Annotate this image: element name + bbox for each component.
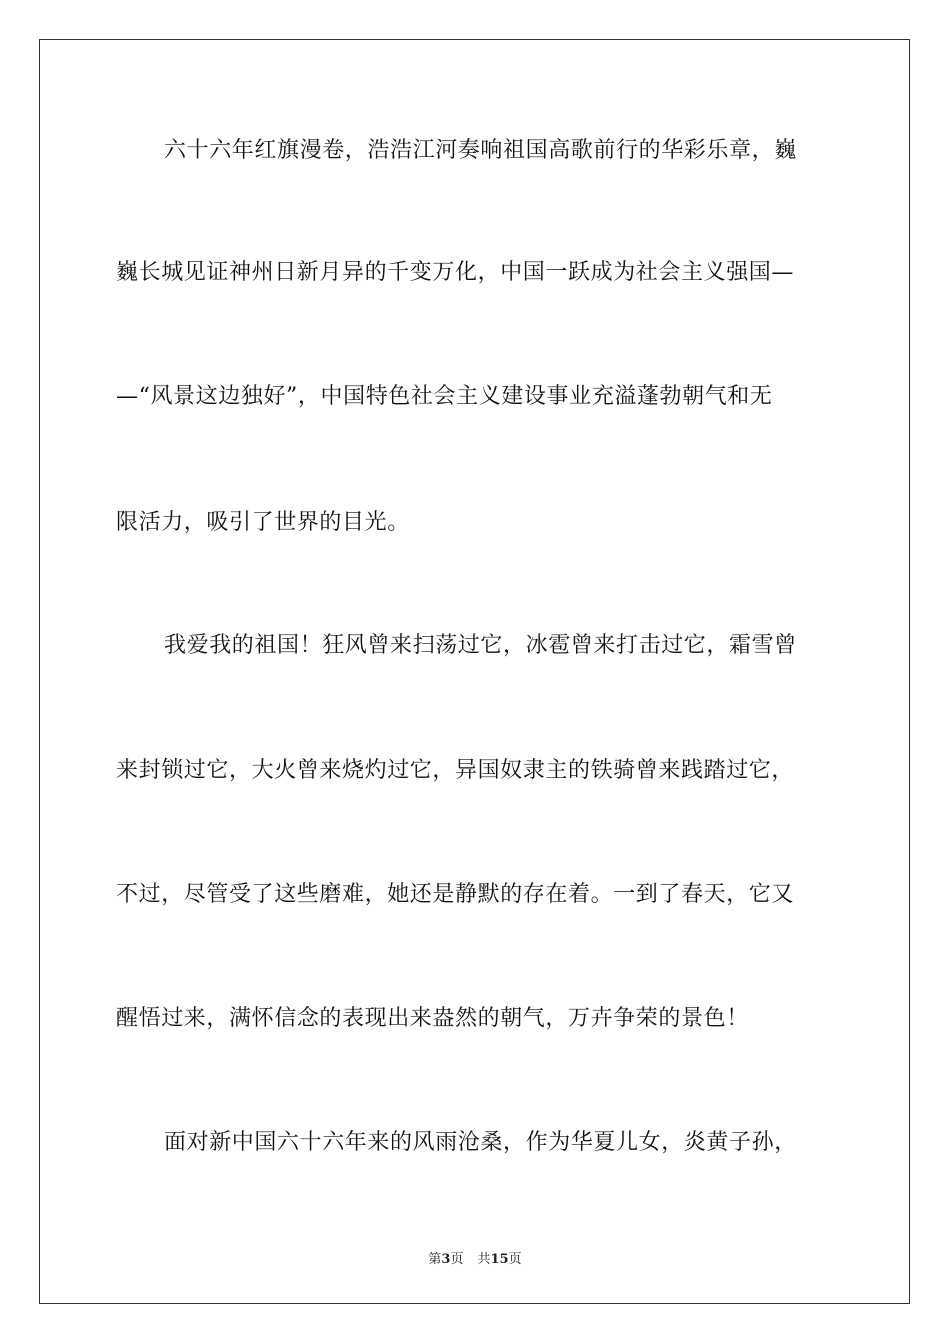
paragraph-1-line-4: 限活力，吸引了世界的目光。 xyxy=(116,510,410,535)
paragraph-2-line-3: 不过，尽管受了这些磨难，她还是静默的存在着。一到了春天，它又 xyxy=(116,882,795,907)
page-border xyxy=(39,39,910,1304)
paragraph-1-line-2: 巍长城见证神州日新月异的千变万化，中国一跃成为社会主义强国— xyxy=(116,260,795,285)
paragraph-1-line-1: 六十六年红旗漫卷，浩浩江河奏响祖国高歌前行的华彩乐章，巍 xyxy=(164,138,797,163)
page-footer xyxy=(0,1248,950,1267)
page-suffix: 页 xyxy=(450,1252,464,1267)
total-prefix: 共 xyxy=(477,1252,491,1267)
total-suffix: 页 xyxy=(508,1252,522,1267)
paragraph-2-line-2: 来封锁过它，大火曾来烧灼过它，异国奴隶主的铁骑曾来践踏过它， xyxy=(116,758,795,783)
page-prefix: 第 xyxy=(428,1252,442,1267)
paragraph-2-line-1: 我爱我的祖国！狂风曾来扫荡过它，冰雹曾来打击过它，霜雪曾 xyxy=(164,633,797,658)
paragraph-1-line-3: —“风景这边独好”，中国特色社会主义建设事业充溢蓬勃朝气和无 xyxy=(116,384,773,409)
paragraph-3-line-1: 面对新中国六十六年来的风雨沧桑，作为华夏儿女，炎黄子孙， xyxy=(164,1130,797,1155)
page-number: 3 xyxy=(441,1252,451,1267)
paragraph-2-line-4: 醒悟过来，满怀信念的表现出来盎然的朝气，万卉争荣的景色！ xyxy=(116,1006,749,1031)
total-pages: 15 xyxy=(490,1252,509,1267)
